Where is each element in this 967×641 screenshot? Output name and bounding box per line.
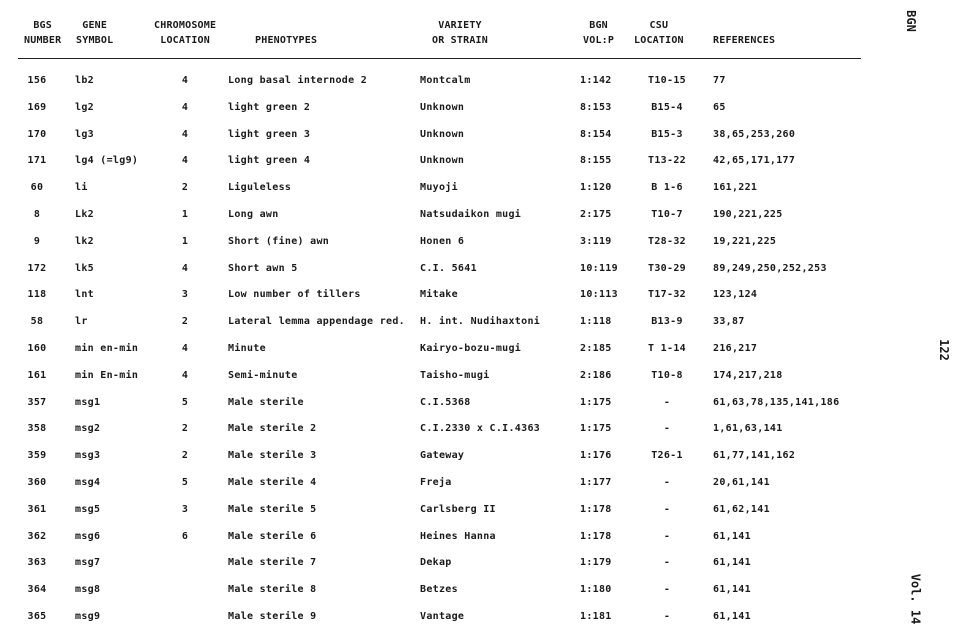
csu-location-cell: B 1-6 bbox=[651, 182, 683, 194]
csu-location-cell: - bbox=[663, 396, 671, 408]
header-variety-or-strain: VARIETY OR STRAIN bbox=[432, 20, 488, 46]
header-phenotypes: PHENOTYPES bbox=[255, 35, 318, 46]
phenotype-cell: light green 3 bbox=[228, 128, 311, 140]
references-cell: 33,87 bbox=[713, 316, 745, 328]
csu-location-cell: T30-29 bbox=[648, 262, 686, 274]
gene-symbol-cell: msg2 bbox=[75, 423, 101, 435]
table-row bbox=[0, 128, 900, 150]
chromosome-location-cell: 2 bbox=[181, 423, 189, 435]
bgn-vol-cell: 1:178 bbox=[580, 503, 612, 515]
chromosome-location-cell: 5 bbox=[181, 396, 189, 408]
references-cell: 65 bbox=[713, 101, 726, 113]
variety-or-strain-cell: Unknown bbox=[420, 101, 465, 113]
chromosome-location-cell: 4 bbox=[181, 155, 189, 167]
chromosome-location-cell: 4 bbox=[181, 101, 189, 113]
references-cell: 61,141 bbox=[713, 584, 751, 596]
table-row bbox=[0, 101, 900, 123]
bgs-number-cell: 363 bbox=[27, 557, 47, 569]
csu-location-cell: T13-22 bbox=[648, 155, 686, 167]
gene-symbol-cell: msg6 bbox=[75, 530, 101, 542]
references-cell: 1,61,63,141 bbox=[713, 423, 783, 435]
bgn-vol-cell: 10:119 bbox=[580, 262, 618, 274]
csu-location-cell: T10-15 bbox=[648, 75, 686, 86]
bgs-number-cell: 156 bbox=[27, 75, 47, 86]
header-chromosome-location: CHROMOSOME LOCATION bbox=[154, 20, 217, 46]
references-cell: 123,124 bbox=[713, 289, 758, 301]
bgn-vol-cell: 1:180 bbox=[580, 584, 612, 596]
csu-location-cell: T10-8 bbox=[651, 369, 683, 381]
csu-location-cell: - bbox=[663, 423, 671, 435]
table-row bbox=[0, 208, 900, 230]
chromosome-location-cell: 4 bbox=[181, 75, 189, 86]
table-row bbox=[0, 342, 900, 364]
bgs-number-cell: 172 bbox=[27, 262, 47, 274]
chromosome-location-cell: 4 bbox=[181, 262, 189, 274]
references-cell: 61,141 bbox=[713, 557, 751, 569]
bgs-number-cell: 160 bbox=[27, 343, 47, 354]
phenotype-cell: Short awn 5 bbox=[228, 262, 298, 274]
chromosome-location-cell: 1 bbox=[181, 209, 189, 220]
variety-or-strain-cell: Carlsberg II bbox=[420, 503, 496, 515]
variety-or-strain-cell: Honen 6 bbox=[420, 235, 465, 247]
csu-location-cell: T26-1 bbox=[651, 450, 683, 462]
table-row bbox=[0, 610, 900, 632]
gene-symbol-cell: lg4 (=lg9) bbox=[75, 155, 139, 167]
phenotype-cell: Male sterile 4 bbox=[228, 477, 317, 488]
bgs-number-cell: 60 bbox=[30, 182, 44, 194]
table-row bbox=[0, 583, 900, 605]
csu-location-cell: - bbox=[663, 584, 671, 596]
bgn-vol-cell: 1:179 bbox=[580, 557, 612, 569]
bgn-vol-cell: 1:175 bbox=[580, 423, 612, 435]
gene-symbol-cell: lk2 bbox=[75, 235, 94, 247]
chromosome-location-cell: 3 bbox=[181, 289, 189, 301]
variety-or-strain-cell: Unknown bbox=[420, 155, 465, 167]
bgs-number-cell: 360 bbox=[27, 477, 47, 488]
bgn-vol-cell: 2:175 bbox=[580, 209, 612, 220]
phenotype-cell: light green 4 bbox=[228, 155, 311, 167]
bgs-number-cell: 359 bbox=[27, 450, 47, 462]
phenotype-cell: Long awn bbox=[228, 209, 279, 220]
variety-or-strain-cell: C.I.5368 bbox=[420, 396, 471, 408]
table-row bbox=[0, 369, 900, 391]
table-row bbox=[0, 154, 900, 176]
csu-location-cell: - bbox=[663, 477, 671, 488]
bgn-vol-cell: 1:178 bbox=[580, 530, 612, 542]
bgn-vol-cell: 1:142 bbox=[580, 75, 612, 86]
bgn-vol-cell: 8:154 bbox=[580, 128, 612, 140]
header-bgn-vol: BGN VOL:P bbox=[583, 20, 615, 46]
csu-location-cell: - bbox=[663, 530, 671, 542]
phenotype-cell: Male sterile 3 bbox=[228, 450, 317, 462]
table-row bbox=[0, 396, 900, 418]
bgs-number-cell: 171 bbox=[27, 155, 47, 167]
bgs-number-cell: 362 bbox=[27, 530, 47, 542]
gene-symbol-cell: msg7 bbox=[75, 557, 101, 569]
variety-or-strain-cell: Freja bbox=[420, 477, 452, 488]
bgn-vol-cell: 1:118 bbox=[580, 316, 612, 328]
phenotype-cell: Male sterile bbox=[228, 396, 304, 408]
chromosome-location-cell: 6 bbox=[181, 530, 189, 542]
gene-symbol-cell: msg9 bbox=[75, 611, 101, 622]
bgs-number-cell: 161 bbox=[27, 369, 47, 381]
phenotype-cell: Semi-minute bbox=[228, 369, 298, 381]
references-cell: 61,77,141,162 bbox=[713, 450, 796, 462]
references-cell: 190,221,225 bbox=[713, 209, 783, 220]
gene-symbol-cell: msg4 bbox=[75, 477, 101, 488]
table-row bbox=[0, 74, 900, 96]
phenotype-cell: Male sterile 5 bbox=[228, 503, 317, 515]
gene-symbol-cell: lg3 bbox=[75, 128, 94, 140]
csu-location-cell: T17-32 bbox=[648, 289, 686, 301]
table-row bbox=[0, 181, 900, 203]
bgs-number-cell: 365 bbox=[27, 611, 47, 622]
gene-symbol-cell: lnt bbox=[75, 289, 94, 301]
gene-symbol-cell: Lk2 bbox=[75, 209, 94, 220]
csu-location-cell: T10-7 bbox=[651, 209, 683, 220]
references-cell: 61,141 bbox=[713, 611, 751, 622]
references-cell: 19,221,225 bbox=[713, 235, 777, 247]
header-rule bbox=[18, 58, 861, 59]
references-cell: 20,61,141 bbox=[713, 477, 770, 488]
bgs-number-cell: 361 bbox=[27, 503, 47, 515]
bgs-number-cell: 364 bbox=[27, 584, 47, 596]
references-cell: 89,249,250,252,253 bbox=[713, 262, 827, 274]
chromosome-location-cell: 2 bbox=[181, 316, 189, 328]
phenotype-cell: Low number of tillers bbox=[228, 289, 361, 301]
variety-or-strain-cell: Gateway bbox=[420, 450, 465, 462]
header-bgs-number: BGS NUMBER bbox=[24, 20, 62, 46]
phenotype-cell: Male sterile 6 bbox=[228, 530, 317, 542]
chromosome-location-cell: 2 bbox=[181, 450, 189, 462]
references-cell: 61,141 bbox=[713, 530, 751, 542]
bgn-vol-cell: 1:120 bbox=[580, 182, 612, 194]
variety-or-strain-cell: Muyoji bbox=[420, 182, 458, 194]
variety-or-strain-cell: Betzes bbox=[420, 584, 458, 596]
table-row bbox=[0, 315, 900, 337]
phenotype-cell: Long basal internode 2 bbox=[228, 75, 368, 86]
references-cell: 61,62,141 bbox=[713, 503, 770, 515]
phenotype-cell: Male sterile 7 bbox=[228, 557, 317, 569]
volume-label: Vol. 14 bbox=[908, 573, 923, 625]
bgn-vol-cell: 10:113 bbox=[580, 289, 618, 301]
csu-location-cell: T 1-14 bbox=[648, 343, 686, 354]
gene-symbol-cell: msg8 bbox=[75, 584, 101, 596]
table-row bbox=[0, 530, 900, 552]
chromosome-location-cell: 5 bbox=[181, 477, 189, 488]
bgs-number-cell: 8 bbox=[33, 209, 41, 220]
phenotype-cell: Male sterile 8 bbox=[228, 584, 317, 596]
gene-symbol-cell: lr bbox=[75, 316, 88, 328]
csu-location-cell: B15-4 bbox=[651, 101, 683, 113]
bgs-number-cell: 58 bbox=[30, 316, 44, 328]
chromosome-location-cell: 4 bbox=[181, 343, 189, 354]
table-row bbox=[0, 262, 900, 284]
table-row bbox=[0, 503, 900, 525]
header-csu-location: CSU LOCATION bbox=[634, 20, 684, 46]
header-references: REFERENCES bbox=[713, 35, 776, 46]
csu-location-cell: B15-3 bbox=[651, 128, 683, 140]
variety-or-strain-cell: Mitake bbox=[420, 289, 458, 301]
gene-symbol-cell: lk5 bbox=[75, 262, 94, 274]
table-row bbox=[0, 556, 900, 578]
gene-symbol-cell: msg5 bbox=[75, 503, 101, 515]
csu-location-cell: - bbox=[663, 611, 671, 622]
phenotype-cell: Lateral lemma appendage red. bbox=[228, 316, 405, 328]
bgs-number-cell: 9 bbox=[33, 235, 41, 247]
bgn-vol-cell: 3:119 bbox=[580, 235, 612, 247]
variety-or-strain-cell: C.I.2330 x C.I.4363 bbox=[420, 423, 541, 435]
references-cell: 174,217,218 bbox=[713, 369, 783, 381]
references-cell: 42,65,171,177 bbox=[713, 155, 796, 167]
gene-symbol-cell: li bbox=[75, 182, 88, 194]
chromosome-location-cell: 2 bbox=[181, 182, 189, 194]
gene-symbol-cell: msg3 bbox=[75, 450, 101, 462]
chromosome-location-cell: 1 bbox=[181, 235, 189, 247]
gene-symbol-cell: min en-min bbox=[75, 343, 139, 354]
bgn-vol-cell: 1:177 bbox=[580, 477, 612, 488]
variety-or-strain-cell: Natsudaikon mugi bbox=[420, 209, 522, 220]
references-cell: 161,221 bbox=[713, 182, 758, 194]
variety-or-strain-cell: Montcalm bbox=[420, 75, 471, 86]
bgn-vol-cell: 8:153 bbox=[580, 101, 612, 113]
page-number: 122 bbox=[936, 339, 951, 361]
variety-or-strain-cell: Taisho-mugi bbox=[420, 369, 490, 381]
phenotype-cell: Male sterile 9 bbox=[228, 611, 317, 622]
references-cell: 216,217 bbox=[713, 343, 758, 354]
bgs-number-cell: 169 bbox=[27, 101, 47, 113]
journal-name: BGN bbox=[903, 10, 918, 32]
bgn-vol-cell: 2:185 bbox=[580, 343, 612, 354]
chromosome-location-cell: 4 bbox=[181, 369, 189, 381]
variety-or-strain-cell: Unknown bbox=[420, 128, 465, 140]
gene-symbol-cell: min En-min bbox=[75, 369, 139, 381]
bgs-number-cell: 357 bbox=[27, 396, 47, 408]
gene-symbol-cell: lg2 bbox=[75, 101, 94, 113]
bgs-number-cell: 358 bbox=[27, 423, 47, 435]
variety-or-strain-cell: Heines Hanna bbox=[420, 530, 496, 542]
bgs-number-cell: 118 bbox=[27, 289, 47, 301]
phenotype-cell: Minute bbox=[228, 343, 266, 354]
references-cell: 61,63,78,135,141,186 bbox=[713, 396, 840, 408]
variety-or-strain-cell: Dekap bbox=[420, 557, 452, 569]
gene-symbol-cell: lb2 bbox=[75, 75, 94, 86]
variety-or-strain-cell: C.I. 5641 bbox=[420, 262, 477, 274]
variety-or-strain-cell: Kairyo-bozu-mugi bbox=[420, 343, 522, 354]
csu-location-cell: B13-9 bbox=[651, 316, 683, 328]
header-gene-symbol: GENE SYMBOL bbox=[76, 20, 114, 46]
table-row bbox=[0, 235, 900, 257]
csu-location-cell: T28-32 bbox=[648, 235, 686, 247]
references-cell: 38,65,253,260 bbox=[713, 128, 796, 140]
phenotype-cell: Short (fine) awn bbox=[228, 235, 330, 247]
table-row bbox=[0, 288, 900, 310]
bgn-vol-cell: 8:155 bbox=[580, 155, 612, 167]
bgs-number-cell: 170 bbox=[27, 128, 47, 140]
csu-location-cell: - bbox=[663, 557, 671, 569]
phenotype-cell: Liguleless bbox=[228, 182, 292, 194]
table-row bbox=[0, 422, 900, 444]
chromosome-location-cell: 3 bbox=[181, 503, 189, 515]
phenotype-cell: Male sterile 2 bbox=[228, 423, 317, 435]
bgn-vol-cell: 1:176 bbox=[580, 450, 612, 462]
phenotype-cell: light green 2 bbox=[228, 101, 311, 113]
variety-or-strain-cell: Vantage bbox=[420, 611, 465, 622]
table-row bbox=[0, 449, 900, 471]
variety-or-strain-cell: H. int. Nudihaxtoni bbox=[420, 316, 541, 328]
csu-location-cell: - bbox=[663, 503, 671, 515]
chromosome-location-cell: 4 bbox=[181, 128, 189, 140]
bgn-vol-cell: 1:175 bbox=[580, 396, 612, 408]
gene-symbol-cell: msg1 bbox=[75, 396, 101, 408]
references-cell: 77 bbox=[713, 75, 726, 86]
bgn-vol-cell: 2:186 bbox=[580, 369, 612, 381]
bgn-vol-cell: 1:181 bbox=[580, 611, 612, 622]
table-row bbox=[0, 476, 900, 498]
